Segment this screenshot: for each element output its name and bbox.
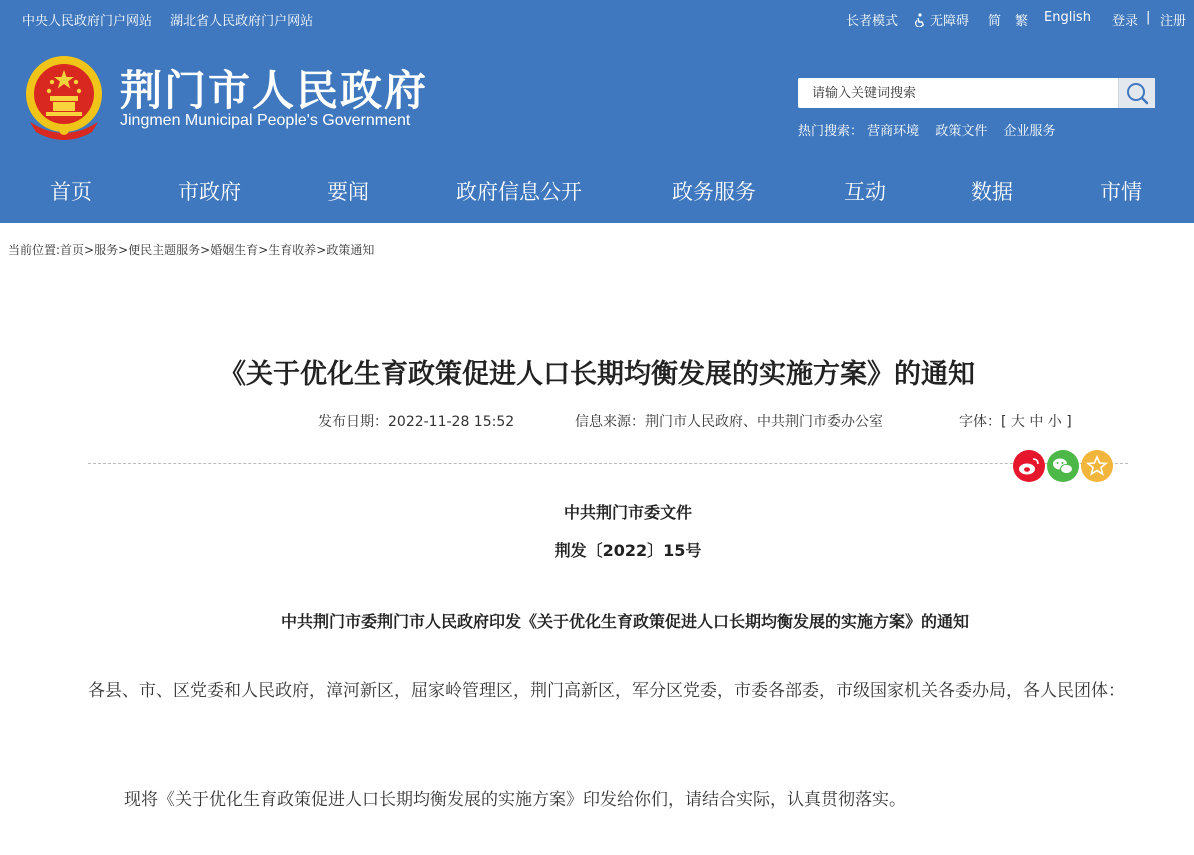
accessibility-icon	[913, 13, 927, 27]
nav-item-news[interactable]: 要闻	[327, 180, 369, 204]
top-links	[22, 10, 327, 29]
elder-mode-link[interactable]: 长者模式	[846, 14, 899, 29]
register-link[interactable]: 注册	[1160, 14, 1187, 29]
article-title: 《关于优化生育政策促进人口长期均衡发展的实施方案》的通知	[219, 359, 975, 390]
site-header	[0, 0, 1194, 223]
nav-item-interaction[interactable]: 互动	[844, 180, 886, 204]
accessibility-link[interactable]	[913, 10, 969, 29]
weibo-icon	[1013, 450, 1045, 482]
document-number: 荆发〔2022〕15号	[554, 541, 702, 560]
search-input[interactable]	[798, 78, 1118, 108]
top-bar	[0, 0, 1194, 36]
site-subtitle: Jingmen Municipal People's Government	[120, 112, 411, 129]
info-source: 信息来源：荆门市人民政府、中共荆门市委办公室	[575, 414, 883, 430]
search-box	[798, 78, 1155, 108]
font-size-control[interactable]: 字体：[ 大 中 小 ]	[959, 414, 1072, 430]
favorite-button[interactable]	[1081, 450, 1113, 482]
breadcrumb[interactable]: 当前位置:首页>服务>便民主题服务>婚姻生育>生育收养>政策通知	[8, 243, 375, 257]
wechat-icon	[1047, 450, 1079, 482]
publish-date: 发布日期：2022-11-28 15:52	[318, 414, 515, 430]
hot-search-term[interactable]: 企业服务	[1003, 124, 1056, 139]
main-nav	[0, 162, 1194, 218]
recipients-paragraph: 各县、市、区党委和人民政府，漳河新区，屈家岭管理区，荆门高新区，军分区党委，市委各部委，市级国家机关各委办局，各人民团体：	[88, 681, 1125, 701]
hot-search	[798, 120, 1067, 139]
search-button[interactable]	[1118, 78, 1155, 108]
hot-search-term[interactable]: 政策文件	[935, 124, 988, 139]
site-title[interactable]: 荆门市人民政府	[120, 66, 429, 115]
favorite-star-icon	[1081, 450, 1113, 482]
nav-item-government-services[interactable]: 政务服务	[672, 180, 756, 204]
link-central-government[interactable]: 中央人民政府门户网站	[22, 14, 153, 29]
national-emblem-icon[interactable]	[22, 52, 106, 140]
accessibility-label: 无障碍	[930, 14, 970, 29]
hot-search-term[interactable]: 营商环境	[867, 124, 920, 139]
share-wechat-button[interactable]	[1047, 450, 1079, 482]
nav-item-city-overview[interactable]: 市情	[1100, 180, 1142, 204]
simplified-chinese-link[interactable]: 简	[988, 14, 1002, 29]
divider	[88, 463, 1128, 464]
login-link[interactable]: 登录	[1112, 14, 1139, 29]
english-link[interactable]: English	[1044, 10, 1091, 25]
nav-item-data[interactable]: 数据	[971, 180, 1013, 204]
hot-search-label: 热门搜索：	[798, 124, 864, 139]
link-hubei-government[interactable]: 湖北省人民政府门户网站	[170, 14, 314, 29]
nav-item-information-disclosure[interactable]: 政府信息公开	[456, 180, 582, 204]
nav-item-home[interactable]: 首页	[50, 180, 92, 204]
top-tools	[834, 10, 1194, 30]
share-weibo-button[interactable]	[1013, 450, 1045, 482]
traditional-chinese-link[interactable]: 繁	[1015, 14, 1029, 29]
topbar-separator: |	[1146, 10, 1151, 25]
document-title: 中共荆门市委荆门市人民政府印发《关于优化生育政策促进人口长期均衡发展的实施方案》的通知	[280, 612, 969, 631]
document-issuer: 中共荆门市委文件	[563, 503, 692, 522]
nav-item-city-government[interactable]: 市政府	[178, 180, 241, 204]
search-icon	[1119, 78, 1156, 108]
body-paragraph: 现将《关于优化生育政策促进人口长期均衡发展的实施方案》印发给你们，请结合实际，认真贯彻落实。	[124, 790, 906, 810]
